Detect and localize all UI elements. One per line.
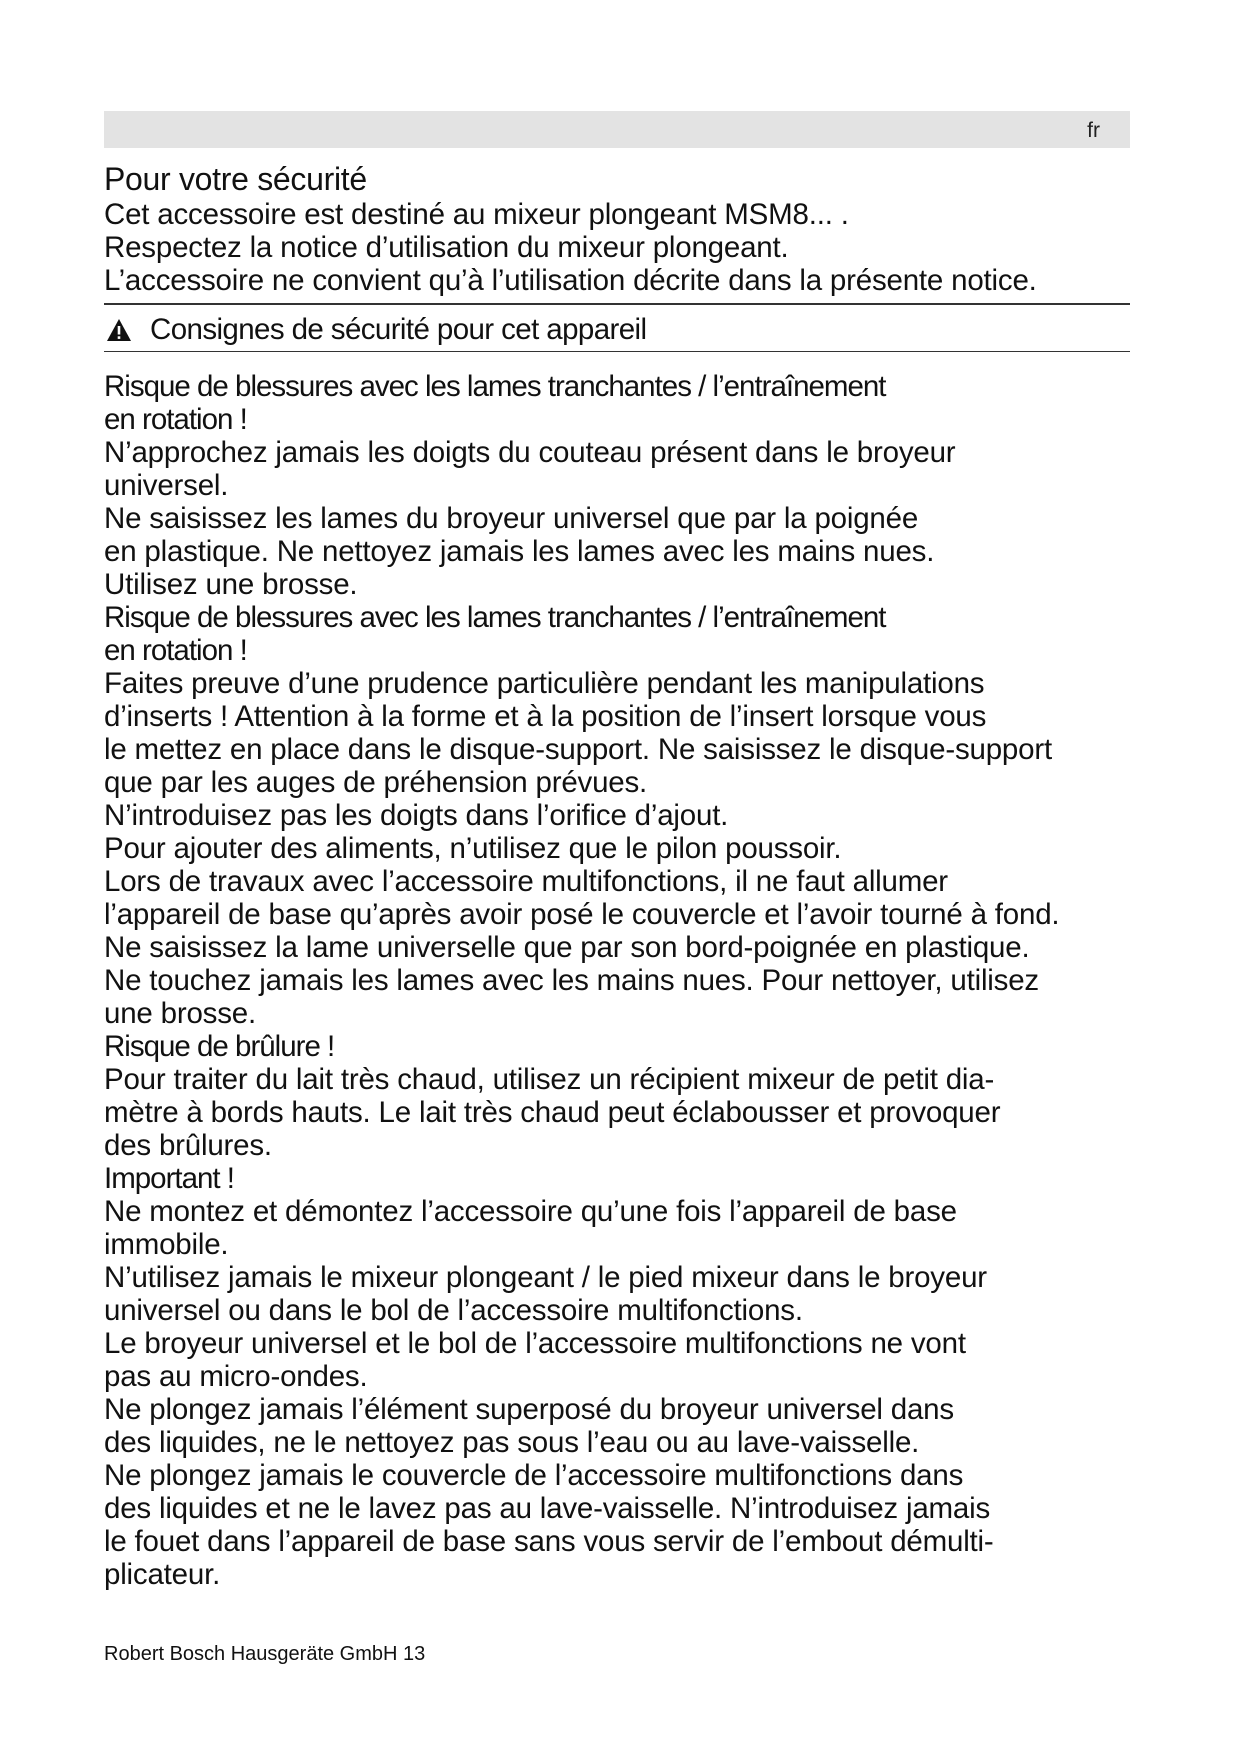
body-text-line: des liquides et ne le lavez pas au lave-vaisselle. N’introduisez jamais [104,1492,991,1525]
body-text-line: Ne plongez jamais l’élément superposé du broyeur universel dans [104,1393,954,1426]
footer: Robert Bosch Hausgeräte GmbH 13 [104,1643,426,1665]
body-text-line: universel ou dans le bol de l’accessoire multifonctions. [104,1294,803,1327]
body-text-line: Ne montez et démontez l’accessoire qu’une fois l’appareil de base [104,1195,957,1228]
body-text-line: l’appareil de base qu’après avoir posé le couvercle et l’avoir tourné à fond. [104,898,1060,931]
body-text-line: mètre à bords hauts. Le lait très chaud peut éclabousser et provoquer [104,1096,1001,1129]
body-text-line: d’inserts ! Attention à la forme et à la position de l’insert lorsque vous [104,700,987,733]
page-title: Pour votre sécurité [104,161,367,197]
body-text-line: Le broyeur universel et le bol de l’accessoire multifonctions ne vont [104,1327,966,1360]
section-title-text: Consignes de sécurité pour cet appareil [150,313,647,346]
body-text-line: Ne plongez jamais le couvercle de l’accessoire multifonctions dans [104,1459,964,1492]
divider [104,351,1130,352]
body-text-line: Lors de travaux avec l’accessoire multifonctions, il ne faut allumer [104,865,948,898]
body-text-line: Faites preuve d’une prudence particulière pendant les manipulations [104,667,985,700]
intro-line: Cet accessoire est destiné au mixeur plongeant MSM8... . [104,198,849,231]
body-text-line: Pour traiter du lait très chaud, utilisez un récipient mixeur de petit dia- [104,1063,995,1096]
intro-block [104,198,1134,297]
body-text-line: N’approchez jamais les doigts du couteau présent dans le broyeur [104,436,956,469]
body-text-line: que par les auges de préhension prévues. [104,766,648,799]
warning-heading-line: Risque de brûlure ! [104,1030,335,1063]
body-text-line: plicateur. [104,1558,221,1591]
body-text-line: le fouet dans l’appareil de base sans vous servir de l’embout démulti- [104,1525,994,1558]
warning-heading-line: en rotation ! [104,403,247,436]
body-text-line: immobile. [104,1228,229,1261]
intro-line: Respectez la notice d’utilisation du mixeur plongeant. [104,231,789,264]
body-text-line: le mettez en place dans le disque-support. Ne saisissez le disque-support [104,733,1052,766]
body-text-line: une brosse. [104,997,256,1030]
body-text-line: en plastique. Ne nettoyez jamais les lames avec les mains nues. [104,535,935,568]
body-text-line: Ne touchez jamais les lames avec les mains nues. Pour nettoyer, utilisez [104,964,1039,997]
body-text-line: N’introduisez pas les doigts dans l’orifice d’ajout. [104,799,729,832]
body-text-line: Ne saisissez la lame universelle que par son bord-poignée en plastique. [104,931,1030,964]
page-content [104,160,1134,1591]
section-title [104,311,1134,349]
body-text-line: Ne saisissez les lames du broyeur universel que par la poignée [104,502,919,535]
warning-triangle-icon [106,318,132,342]
warning-heading-line: Risque de blessures avec les lames tranchantes / l’entraînement [104,370,886,403]
body-text-line: Pour ajouter des aliments, n’utilisez que le pilon poussoir. [104,832,842,865]
warning-heading-line: en rotation ! [104,634,247,667]
body-text-line: N’utilisez jamais le mixeur plongeant / le pied mixeur dans le broyeur [104,1261,987,1294]
safety-instructions [104,370,1134,1591]
body-text-line: universel. [104,469,229,502]
intro-line: L’accessoire ne convient qu’à l’utilisation décrite dans la présente notice. [104,264,1037,297]
language-label: fr [1087,119,1100,142]
body-text-line: pas au micro-ondes. [104,1360,368,1393]
warning-heading-line: Risque de blessures avec les lames tranchantes / l’entraînement [104,601,886,634]
header-bar [104,111,1130,148]
divider [104,303,1130,305]
warning-heading-line: Important ! [104,1162,235,1195]
body-text-line: des liquides, ne le nettoyez pas sous l’eau ou au lave-vaisselle. [104,1426,920,1459]
body-text-line: Utilisez une brosse. [104,568,358,601]
body-text-line: des brûlures. [104,1129,272,1162]
